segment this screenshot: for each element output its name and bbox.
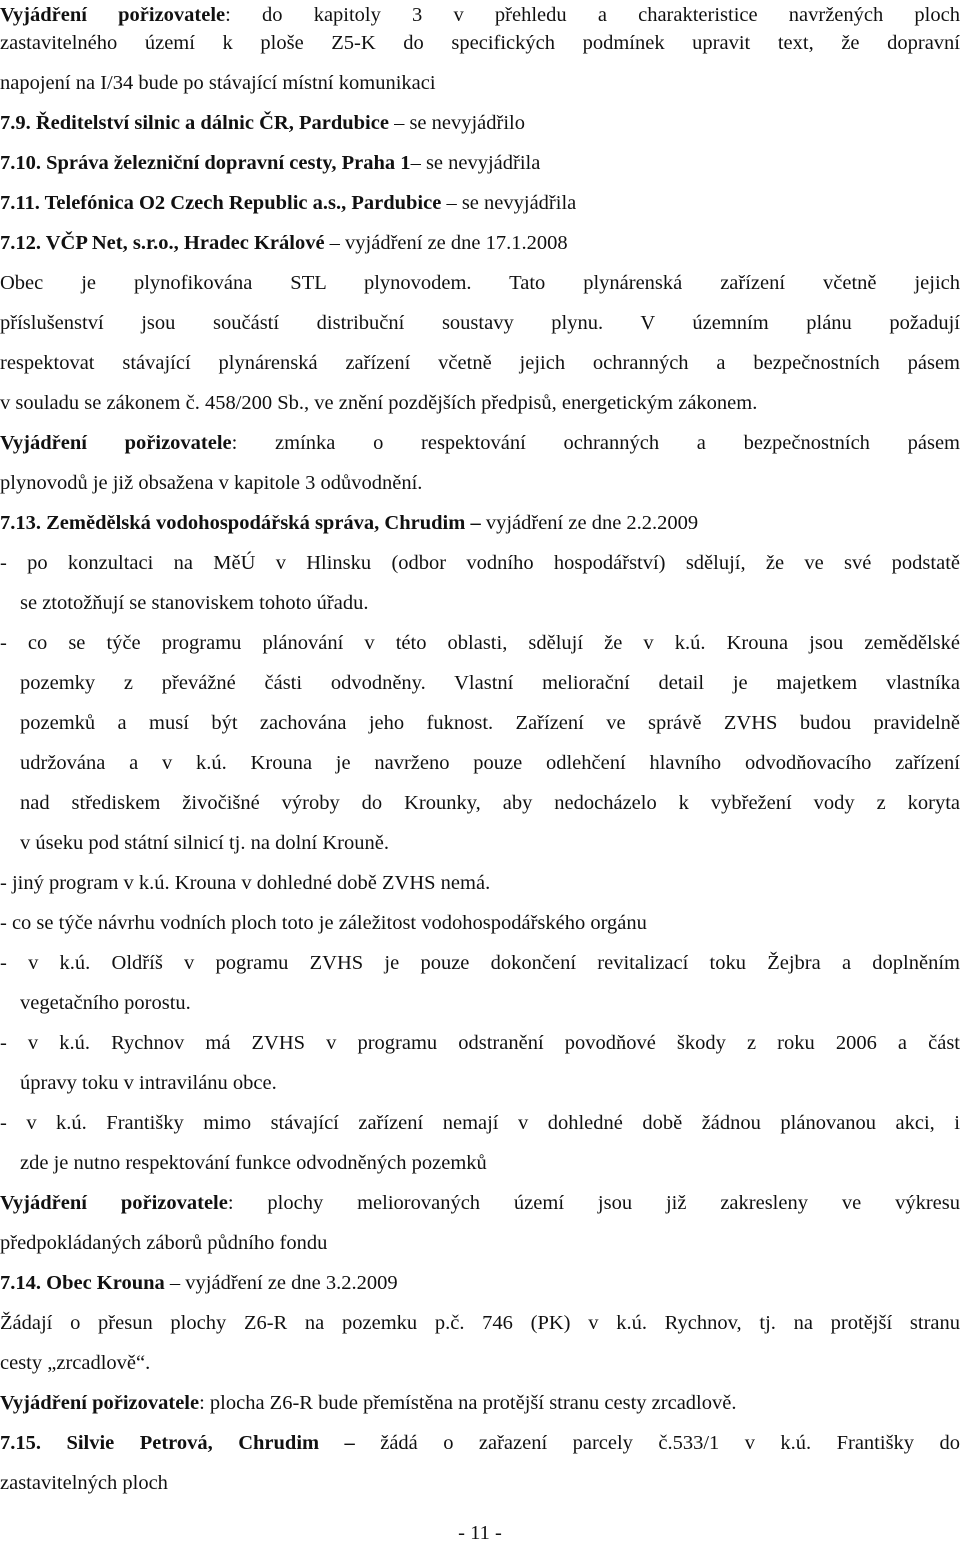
text-span: zastavitelných ploch xyxy=(0,1472,168,1494)
text-line xyxy=(0,508,960,538)
bold-text-span: 7.14. Obec Krouna xyxy=(0,1272,165,1294)
text-line xyxy=(0,1388,960,1418)
text-line xyxy=(20,828,960,858)
text-span: respektovat stávající plynárenská zařízení včetně jejich ochranných a bezpečnostních pásem xyxy=(0,352,960,374)
text-line xyxy=(0,1028,960,1058)
bold-text-span: Vyjádření pořizovatele xyxy=(0,432,232,454)
text-line xyxy=(0,188,960,218)
text-span: pozemků a musí být zachována jeho fuknost. Zařízení ve správě ZVHS budou pravidelně xyxy=(20,712,960,734)
text-line xyxy=(0,1188,960,1218)
text-span: - v k.ú. Oldříš v pogramu ZVHS je pouze dokončení revitalizací toku Žejbra a doplněním xyxy=(0,952,960,974)
bold-text-span: 7.15. Silvie Petrová, Chrudim – xyxy=(0,1432,355,1454)
text-span: – se nevyjádřila xyxy=(410,152,541,174)
text-line xyxy=(20,1148,960,1178)
bold-text-span: Vyjádření pořizovatele xyxy=(0,1392,200,1414)
text-line xyxy=(20,988,960,1018)
text-line xyxy=(0,148,960,178)
text-span: - po konzultaci na MěÚ v Hlinsku (odbor vodního hospodářství) sdělují, že ve své podstatě xyxy=(0,552,960,574)
text-line xyxy=(20,748,960,778)
bold-text-span: 7.13. Zemědělská vodohospodářská správa, Chrudim – xyxy=(0,512,481,534)
text-line xyxy=(0,1228,960,1258)
text-line xyxy=(0,428,960,458)
text-line xyxy=(20,1068,960,1098)
text-span: plynovodů je již obsažena v kapitole 3 odůvodnění. xyxy=(0,472,423,494)
text-span: vyjádření ze dne 2.2.2009 xyxy=(480,512,699,534)
text-span: žádá o zařazení parcely č.533/1 v k.ú. Františky do xyxy=(354,1432,960,1454)
text-line xyxy=(0,948,960,978)
text-span: Žádají o přesun plochy Z6-R na pozemku p.č. 746 (PK) v k.ú. Rychnov, tj. na protější stranu xyxy=(0,1312,960,1334)
bold-text-span: Vyjádření pořizovatele xyxy=(0,4,226,26)
text-line xyxy=(0,1428,960,1458)
text-line xyxy=(0,1308,960,1338)
bold-text-span: 7.11. Telefónica O2 Czech Republic a.s., Pardubice xyxy=(0,192,442,214)
text-line xyxy=(0,868,960,898)
text-line xyxy=(0,228,960,258)
text-span: udržována a v k.ú. Krouna je navrženo pouze odlehčení hlavního odvodňovacího zařízení xyxy=(20,752,960,774)
text-span: pozemky z převážné části odvodněny. Vlastní meliorační detail je majetkem vlastníka xyxy=(20,672,960,694)
text-span: : plocha Z6-R bude přemístěna na protější stranu cesty zrcadlově. xyxy=(199,1392,737,1414)
bold-text-span: Vyjádření pořizovatele xyxy=(0,1192,228,1214)
text-span: – se nevyjádřila xyxy=(441,192,577,214)
text-span: předpokládaných záborů půdního fondu xyxy=(0,1232,328,1254)
text-span: vegetačního porostu. xyxy=(20,992,191,1014)
text-line xyxy=(0,1268,960,1298)
text-span: – vyjádření ze dne 17.1.2008 xyxy=(324,232,568,254)
bold-text-span: 7.10. Správa železniční dopravní cesty, Praha 1 xyxy=(0,152,411,174)
text-span: : zmínka o respektování ochranných a bezpečnostních pásem xyxy=(231,432,960,454)
text-line xyxy=(0,628,960,658)
text-line xyxy=(0,388,960,418)
text-span: : do kapitoly 3 v přehledu a charakteristice navržených ploch xyxy=(225,4,960,26)
text-line xyxy=(0,1108,960,1138)
text-line xyxy=(0,348,960,378)
text-line xyxy=(0,28,960,58)
text-line xyxy=(0,1468,960,1498)
text-span: Obec je plynofikována STL plynovodem. Tato plynárenská zařízení včetně jejich xyxy=(0,272,960,294)
text-span: - v k.ú. Rychnov má ZVHS v programu odstranění povodňové škody z roku 2006 a část xyxy=(0,1032,960,1054)
text-span: - v k.ú. Františky mimo stávající zařízení nemají v dohledné době žádnou plánovanou akci, i xyxy=(0,1112,960,1134)
text-line xyxy=(0,0,960,30)
text-line xyxy=(20,588,960,618)
text-line xyxy=(0,268,960,298)
text-span: v úseku pod státní silnicí tj. na dolní Krouně. xyxy=(20,832,389,854)
text-line xyxy=(20,668,960,698)
text-span: – se nevyjádřilo xyxy=(388,112,526,134)
bold-text-span: 7.9. Ředitelství silnic a dálnic ČR, Pardubice xyxy=(0,112,389,134)
text-span: se ztotožňují se stanoviskem tohoto úřadu. xyxy=(20,592,369,614)
text-span: nad střediskem živočišné výroby do Krounky, aby nedocházelo k vybřežení vody z koryta xyxy=(20,792,960,814)
text-line xyxy=(0,468,960,498)
text-line xyxy=(20,788,960,818)
text-line xyxy=(0,548,960,578)
text-line xyxy=(0,908,960,938)
bold-text-span: 7.12. VČP Net, s.r.o., Hradec Králové xyxy=(0,232,325,254)
text-span: : plochy meliorovaných území jsou již zakresleny ve výkresu xyxy=(227,1192,960,1214)
text-line xyxy=(0,68,960,98)
text-span: zde je nutno respektování funkce odvodněných pozemků xyxy=(20,1152,487,1174)
text-span: - jiný program v k.ú. Krouna v dohledné době ZVHS nemá. xyxy=(0,872,491,894)
text-line xyxy=(0,108,960,138)
text-span: v souladu se zákonem č. 458/200 Sb., ve znění pozdějších předpisů, energetickým zákonem. xyxy=(0,392,758,414)
text-span: úpravy toku v intravilánu obce. xyxy=(20,1072,277,1094)
text-span: - co se týče návrhu vodních ploch toto je záležitost vodohospodářského orgánu xyxy=(0,912,647,934)
text-span: napojení na I/34 bude po stávající místní komunikaci xyxy=(0,72,436,94)
text-span: příslušenství jsou součástí distribuční soustavy plynu. V územním plánu požadují xyxy=(0,312,960,334)
text-span: - co se týče programu plánování v této oblasti, sdělují že v k.ú. Krouna jsou zemědělské xyxy=(0,632,960,654)
text-line xyxy=(0,1348,960,1378)
text-span: cesty „zrcadlově“. xyxy=(0,1352,151,1374)
text-line xyxy=(0,308,960,338)
text-span: – vyjádření ze dne 3.2.2009 xyxy=(164,1272,398,1294)
text-span: zastavitelného území k ploše Z5-K do specifických podmínek upravit text, že dopravní xyxy=(0,32,960,54)
page-number: - 11 - xyxy=(458,1522,502,1544)
text-line xyxy=(20,708,960,738)
